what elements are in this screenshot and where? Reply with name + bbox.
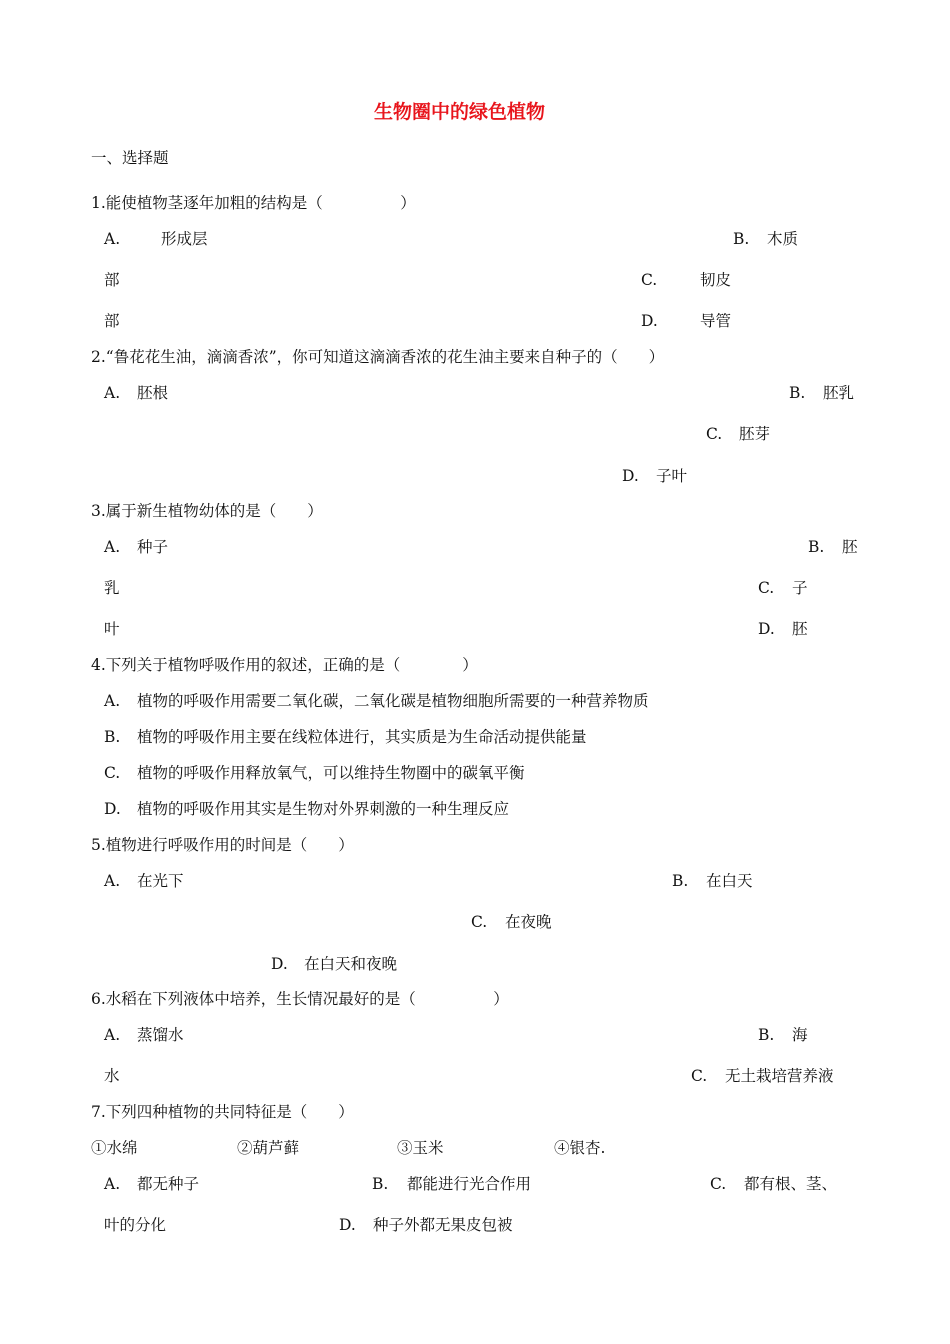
question-6-option-a-text: 蒸馏水 (137, 1026, 184, 1044)
question-3-option-b-label: B. (808, 538, 825, 556)
question-2-option-a-label: A. (104, 384, 121, 402)
question-1-option-c-text: 韧皮 (700, 271, 732, 289)
question-5-option-a-label: A. (104, 872, 121, 890)
question-3-option-b-text-cont: 乳 (104, 579, 120, 597)
question-2-option-d-label: D. (622, 467, 639, 485)
question-4-option-a-label: A. (104, 692, 121, 710)
question-3-option-a-text: 种子 (137, 538, 169, 556)
question-2-option-d-text: 子叶 (656, 467, 688, 485)
question-4-option-c-label: C. (104, 764, 121, 782)
question-4-stem: 4.下列关于植物呼吸作用的叙述，正确的是（ ） (91, 656, 478, 674)
question-5-option-d-label: D. (271, 955, 288, 973)
question-3-option-c-label: C. (758, 579, 775, 597)
question-2-stem: 2.“鲁花花生油，滴滴香浓”，你可知道这滴滴香浓的花生油主要来自种子的（ ） (91, 348, 665, 366)
question-1-option-b-text-cont: 部 (104, 271, 120, 289)
question-1-option-d-label: D. (641, 312, 658, 330)
question-1-option-a-text: 形成层 (161, 230, 208, 248)
document-title: 生物圈中的绿色植物 (374, 101, 546, 123)
question-1-option-c-label: C. (641, 271, 658, 289)
question-5-option-a-text: 在光下 (137, 872, 184, 890)
question-1-stem: 1.能使植物茎逐年加粗的结构是（ ） (91, 194, 416, 212)
question-5-option-b-label: B. (672, 872, 689, 890)
question-7-option-c-text: 都有根、茎、 (744, 1175, 838, 1193)
question-4-option-d-text: 植物的呼吸作用其实是生物对外界刺激的一种生理反应 (137, 800, 510, 818)
question-7-option-b-label: B. (372, 1175, 389, 1193)
question-7-item-1: ①水绵 (91, 1139, 138, 1157)
question-5-option-b-text: 在白天 (706, 872, 753, 890)
question-6-option-c-text: 无土栽培营养液 (725, 1067, 834, 1085)
question-1-option-a-label: A. (104, 230, 121, 248)
question-5-option-c-text: 在夜晚 (505, 913, 552, 931)
question-4-option-b-text: 植物的呼吸作用主要在线粒体进行，其实质是为生命活动提供能量 (137, 728, 587, 746)
question-7-option-b-text: 都能进行光合作用 (407, 1175, 532, 1193)
question-6-option-c-label: C. (691, 1067, 708, 1085)
question-5-option-d-text: 在白天和夜晚 (304, 955, 398, 973)
question-7-option-a-text: 都无种子 (137, 1175, 200, 1193)
question-3-option-d-label: D. (758, 620, 775, 638)
question-3-option-d-text: 胚 (792, 620, 808, 638)
question-7-item-4: ④银杏. (554, 1139, 606, 1157)
question-7-item-3: ③玉米 (397, 1139, 444, 1157)
question-6-option-b-label: B. (758, 1026, 775, 1044)
question-4-option-b-label: B. (104, 728, 121, 746)
question-1-option-c-text-cont: 部 (104, 312, 120, 330)
question-2-option-a-text: 胚根 (137, 384, 169, 402)
question-1-option-b-text: 木质 (767, 230, 799, 248)
question-6-option-b-text-cont: 水 (104, 1067, 120, 1085)
question-7-stem: 7.下列四种植物的共同特征是（ ） (91, 1103, 354, 1121)
question-3-stem: 3.属于新生植物幼体的是（ ） (91, 502, 323, 520)
question-3-option-a-label: A. (104, 538, 121, 556)
question-1-option-b-label: B. (733, 230, 750, 248)
question-2-option-b-label: B. (789, 384, 806, 402)
section-heading: 一、选择题 (91, 149, 169, 167)
question-3-option-c-text: 子 (792, 579, 808, 597)
question-3-option-b-text: 胚 (842, 538, 858, 556)
question-6-option-a-label: A. (104, 1026, 121, 1044)
question-6-option-b-text: 海 (792, 1026, 808, 1044)
question-2-option-c-text: 胚芽 (739, 425, 771, 443)
question-6-stem: 6.水稻在下列液体中培养，生长情况最好的是（ ） (91, 990, 509, 1008)
question-7-option-d-label: D. (339, 1216, 356, 1234)
question-2-option-b-text: 胚乳 (823, 384, 855, 402)
question-7-item-2: ②葫芦藓 (237, 1139, 300, 1157)
question-5-option-c-label: C. (471, 913, 488, 931)
question-4-option-d-label: D. (104, 800, 121, 818)
question-7-option-d-text: 种子外都无果皮包被 (373, 1216, 513, 1234)
question-7-option-a-label: A. (104, 1175, 121, 1193)
question-2-option-c-label: C. (706, 425, 723, 443)
question-5-stem: 5.植物进行呼吸作用的时间是（ ） (91, 836, 354, 854)
question-7-option-c-text-cont: 叶的分化 (104, 1216, 167, 1234)
question-3-option-c-text-cont: 叶 (104, 620, 120, 638)
question-7-option-c-label: C. (710, 1175, 727, 1193)
question-1-option-d-text: 导管 (700, 312, 732, 330)
question-4-option-a-text: 植物的呼吸作用需要二氧化碳，二氧化碳是植物细胞所需要的一种营养物质 (137, 692, 649, 710)
question-4-option-c-text: 植物的呼吸作用释放氧气，可以维持生物圈中的碳氧平衡 (137, 764, 525, 782)
